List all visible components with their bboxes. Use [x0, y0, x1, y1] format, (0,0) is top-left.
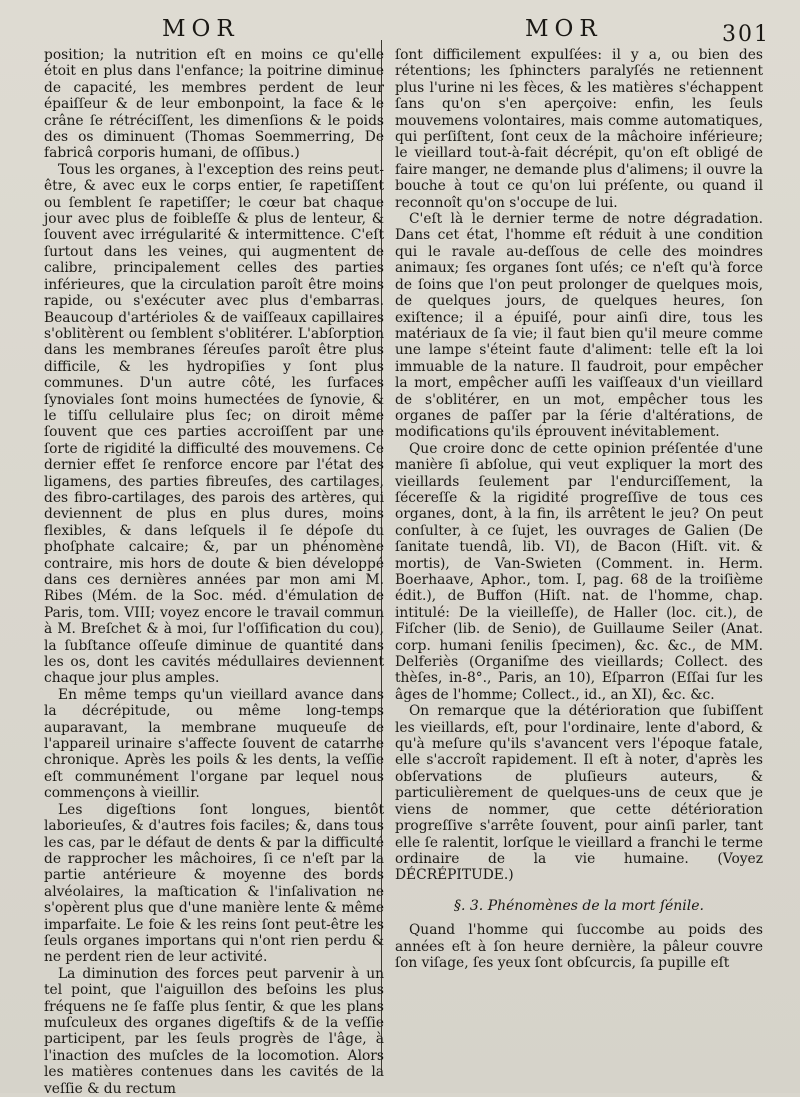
paragraph: Que croire donc de cette opinion préſentée d'une manière ſi abſolue, qui veut expliquer la mort des vieillards ſeulement par l'endurciſſement, la ſécereſſe & la rigidité progreſſive de tous ces organes, dont, à la fin, ils arrêtent le jeu? On peut conſulter, à ce ſujet, les ouvrages de Galien (De ſanitate tuendâ, lib. VI), de Bacon (Hiſt. vit. & mortis), de Van-Swieten (Comment. in. Herm. Boerhaave, Aphor., tom. I, pag. 68 de la troiſième édit.), de Buffon (Hiſt. nat. de l'homme, chap. intitulé: De la vieilleſſe), de Haller (loc. cit.), de Fiſcher (lib. de Senio), de Guillaume Seiler (Anat. corp. humani ſenilis ſpecimen), &c. &c., de MM. Delferiès (Organiſme des vieillards; Collect. des thèſes, in-8°., Paris, an 10), Eſparron (Eſſai ſur les âges de l'homme; Collect., id., an XI), &c. &c.: [395, 440, 763, 703]
paragraph: Les digeſtions ſont longues, bientôt laborieuſes, & d'autres fois faciles; &, dans tous les cas, par le défaut de dents & par la difficulté de rapprocher les mâchoires, ſi ce n'eſt par la partie antérieure & moyenne des bords alvéolaires, la maſtication & l'inſalivation ne s'opèrent plus que d'une manière lente & même imparfaite. Le foie & les reins ſont peut-être les ſeuls organes importans qui n'ont rien perdu & ne perdent rien de leur activité.: [44, 801, 384, 966]
running-head-left: MOR: [162, 16, 240, 42]
page-number: 301: [722, 22, 770, 47]
paragraph: La diminution des forces peut parvenir à un tel point, que l'aiguillon des beſoins les plus fréquens ne ſe faſſe plus ſentir, & que les plans muſculeux des organes digeſtifs & de la veſſie participent, par les ſeuls progrès de l'âge, à l'inaction des muſcles de la locomotion. Alors les matières contenues dans les cavités de la veſſie & du rectum: [44, 965, 384, 1097]
paragraph: En même temps qu'un vieillard avance dans la décrépitude, ou même long-temps auparavant, la membrane muqueuſe de l'appareil urinaire s'affecte ſouvent de catarrhe chronique. Après les poils & les dents, la veſſie eſt communément l'organe par lequel nous commençons à vieillir.: [44, 686, 384, 802]
paragraph: position; la nutrition eſt en moins ce qu'elle étoit en plus dans l'enfance; la poitrine diminue de capacité, les membres perdent de leur épaiſſeur & de leur embonpoint, la face & le crâne ſe rétréciſſent, les dimenſions & le poids des os diminuent (Thomas Soemmerring, De fabricâ corporis humani, de oſſibus.): [44, 47, 384, 162]
paragraph: Tous les organes, à l'exception des reins peut-être, & avec eux le corps entier, ſe rapetiſſent ou ſemblent ſe rapetiſſer; le cœur bat chaque jour avec plus de foibleſſe & plus de lenteur, & ſouvent avec irrégularité & intermittence. C'eſt ſurtout dans les veines, qui augmentent de calibre, principalement celles des parties inférieures, que la circulation paroît être moins rapide, ou s'exécuter avec plus d'embarras. Beaucoup d'artérioles & de vaiſſeaux capillaires s'oblitèrent ou ſemblent s'oblitérer. L'abſorption dans les membranes ſéreuſes paroît être plus difficile, & les hydropiſies y ſont plus communes. D'un autre côté, les ſurfaces ſynoviales ſont moins humectées de ſynovie, & le tiſſu cellulaire plus ſec; on diroit même ſouvent que ces parties accroiſſent par une ſorte de rigidité la difficulté des mouvemens. Ce dernier effet ſe renforce encore par l'état des ligamens, des parties fibreuſes, des cartilages, des fibro-cartilages, des parois des artères, qui deviennent de plus en plus dures, moins flexibles, & dans leſquels il ſe dépoſe du phoſphate calcaire; &, par un phénomène contraire, mis hors de doute & bien développé dans ces dernières années par mon ami M. Ribes (Mém. de la Soc. méd. d'émulation de Paris, tom. VIII; voyez encore le travail commun à M. Breſchet & à moi, ſur l'oſſification du cou), la ſubſtance oſſeuſe diminue de quantité dans les os, dont les cavités médullaires deviennent chaque jour plus amples.: [44, 161, 384, 687]
paragraph: ſont difficilement expulſées: il y a, ou bien des rétentions; les ſphincters paralyſés ne retiennent plus l'urine ni les fèces, & les matières s'échappent ſans qu'on s'en aperçoive: enfin, les ſeuls mouvemens volontaires, mais comme automatiques, qui perſiſtent, ſont ceux de la mâchoire inférieure; le vieillard tout-à-fait décrépit, qu'on eſt obligé de faire manger, ne demande plus d'alimens; il ouvre la bouche à tout ce qu'on lui préſente, ou quand il reconnoît qu'on s'occupe de lui.: [395, 47, 763, 211]
right-column: [395, 47, 763, 971]
paragraph: Quand l'homme qui ſuccombe au poids des années eſt à ſon heure dernière, la pâleur couvre ſon viſage, ſes yeux ſont obſcurcis, ſa pupille eſt: [395, 922, 763, 971]
left-column: [44, 47, 384, 1097]
running-head-right: MOR: [525, 16, 603, 42]
section-heading: §. 3. Phénomènes de la mort ſénile.: [454, 897, 704, 914]
paragraph: On remarque que la détérioration que ſubiſſent les vieillards, eſt, pour l'ordinaire, lente d'abord, & qu'à meſure qu'ils s'avancent vers l'époque fatale, elle s'accroît rapidement. Il eſt à noter, d'après les obſervations de pluſieurs auteurs, & particulièrement de quelques-uns de ceux que je viens de nommer, que cette détérioration progreſſive s'arrête ſouvent, pour ainſi parler, tant elle ſe ralentit, lorſque le vieillard a franchi le terme ordinaire de la vie humaine. (Voyez DÉCRÉPITUDE.): [395, 703, 763, 884]
paragraph: C'eſt là le dernier terme de notre dégradation. Dans cet état, l'homme eſt réduit à une condition qui le ravale au-deſſous de celle des moindres animaux; ſes organes ſont uſés; ce n'eſt qu'à force de ſoins que l'on peut prolonger de quelques mois, de quelques jours, de quelques heures, ſon exiſtence; il a épuiſé, pour ainſi dire, tous les matériaux de ſa vie; il faut bien qu'il meure comme une lampe s'éteint faute d'aliment: telle eſt la loi immuable de la nature. Il faudroit, pour empêcher la mort, empêcher auſſi les vaiſſeaux d'un vieillard de s'oblitérer, en un mot, empêcher tous les organes de paſſer par la ſérie d'altérations, de modifications qu'ils éprouvent inévitablement.: [395, 211, 763, 441]
